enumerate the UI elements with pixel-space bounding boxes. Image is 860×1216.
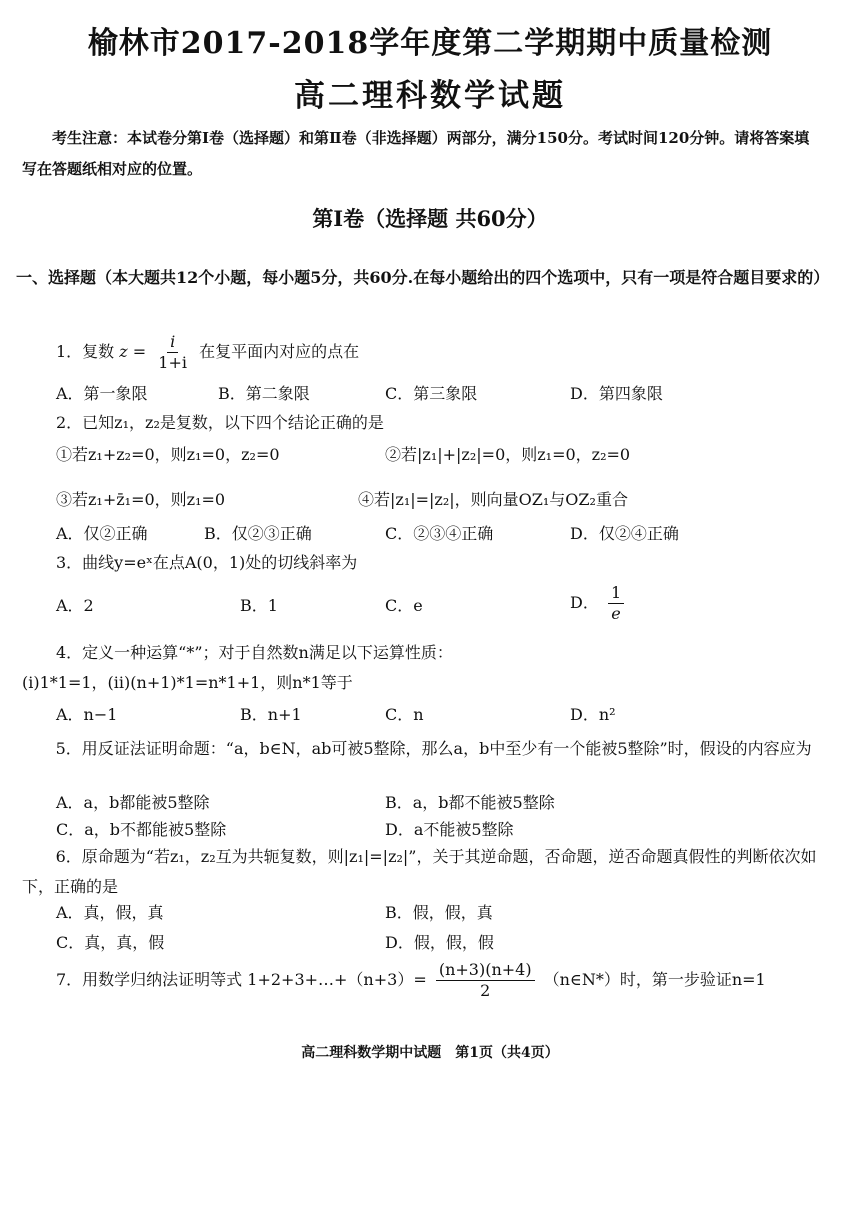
q6-option-b: B．假，假，真	[385, 903, 493, 922]
q1-fraction	[155, 332, 190, 373]
question-5-stem: 5．用反证法证明命题：“a，b∈N，ab可被5整除，那么a，b中至少有一个能被5整除”时，假设的内容应为	[55, 739, 812, 758]
q2-option-a: A．仅②正确	[56, 524, 148, 543]
question-3-stem: 3．曲线y=eˣ在点A(0，1)处的切线斜率为	[56, 553, 358, 572]
q3-option-b: B．1	[240, 596, 278, 615]
q4-option-d: D．n²	[570, 705, 616, 724]
q4-properties: (i)1*1=1，(ii)(n+1)*1=n*1+1，则n*1等于	[22, 673, 353, 692]
q7-fraction	[436, 960, 535, 1001]
q1-z: z =	[119, 342, 147, 361]
q4-option-b: B．n+1	[240, 705, 302, 724]
question-6-stem: 6．原命题为“若z₁，z₂互为共轭复数，则|z₁|=|z₂|”，关于其逆命题，否命题，逆否命题真假性的判断依次如下，正确的是	[22, 847, 817, 896]
q7-prefix: 7．用数学归纳法证明等式 1+2+3+…+（n+3）=	[56, 970, 427, 989]
q7-numerator: (n+3)(n+4)	[436, 960, 535, 981]
section-instruction: 一、选择题（本大题共12个小题，每小题5分，共60分.在每小题给出的四个选项中，只有一项是符合题目要求的）	[16, 268, 830, 287]
question-4-stem: 4．定义一种运算“*”；对于自然数n满足以下运算性质：	[56, 643, 453, 662]
exam-header-title: 榆林市2017-2018学年度第二学期期中质量检测	[87, 26, 773, 61]
q3-d-denominator: e	[611, 604, 621, 623]
q1-option-c: C．第三象限	[385, 384, 478, 403]
q2-conclusion-3: ③若z₁+z̄₁=0，则z₁=0	[56, 490, 226, 509]
q2-conclusion-1: ①若z₁+z₂=0，则z₁=0，z₂=0	[56, 445, 280, 464]
q2-option-d: D．仅②④正确	[570, 524, 679, 543]
q3-option-d	[570, 583, 628, 624]
q2-option-c: C．②③④正确	[385, 524, 494, 543]
q1-suffix: 在复平面内对应的点在	[199, 342, 360, 361]
q1-prefix: 1．复数	[56, 342, 115, 361]
q3-option-d-label: D．	[570, 593, 599, 612]
q1-option-a: A．第一象限	[56, 384, 148, 403]
page-footer: 高二理科数学期中试题 第1页（共4页）	[301, 1045, 559, 1061]
q3-d-numerator: 1	[608, 583, 624, 604]
q3-option-c: C．e	[385, 596, 423, 615]
q7-denominator: 2	[480, 981, 491, 1000]
q1-numerator: i	[167, 332, 178, 353]
q7-suffix: （n∈N*）时，第一步验证n=1	[543, 970, 766, 989]
section-title: 第Ⅰ卷（选择题 共60分）	[312, 206, 548, 231]
q4-option-a: A．n−1	[56, 705, 118, 724]
q2-option-b: B．仅②③正确	[204, 524, 312, 543]
question-2-stem: 2．已知z₁，z₂是复数，以下四个结论正确的是	[56, 413, 384, 432]
q1-option-b: B．第二象限	[218, 384, 310, 403]
question-1-stem	[56, 332, 359, 373]
q5-option-c: C．a，b不都能被5整除	[56, 820, 227, 839]
q5-option-a: A．a，b都能被5整除	[56, 793, 210, 812]
q5-option-b: B．a，b都不能被5整除	[385, 793, 555, 812]
q6-option-a: A．真，假，真	[56, 903, 164, 922]
q2-conclusion-2: ②若|z₁|+|z₂|=0，则z₁=0，z₂=0	[385, 445, 631, 464]
q6-option-d: D．假，假，假	[385, 933, 494, 952]
q5-option-d: D．a不能被5整除	[385, 820, 514, 839]
question-7-stem	[56, 960, 766, 1001]
q2-conclusion-4: ④若|z₁|=|z₂|，则向量OZ₁与OZ₂重合	[358, 490, 628, 509]
q6-option-c: C．真，真，假	[56, 933, 165, 952]
q1-option-d: D．第四象限	[570, 384, 663, 403]
exam-subject-title: 高二理科数学试题	[294, 78, 566, 114]
candidate-notice: 考生注意：本试卷分第Ⅰ卷（选择题）和第Ⅱ卷（非选择题）两部分，满分150分。考试时间120分钟。请将答案填写在答题纸相对应的位置。	[22, 129, 810, 178]
q4-option-c: C．n	[385, 705, 424, 724]
q3-option-a: A．2	[56, 596, 94, 615]
q1-denominator: 1+i	[158, 353, 187, 372]
q3-option-d-fraction	[608, 583, 624, 624]
